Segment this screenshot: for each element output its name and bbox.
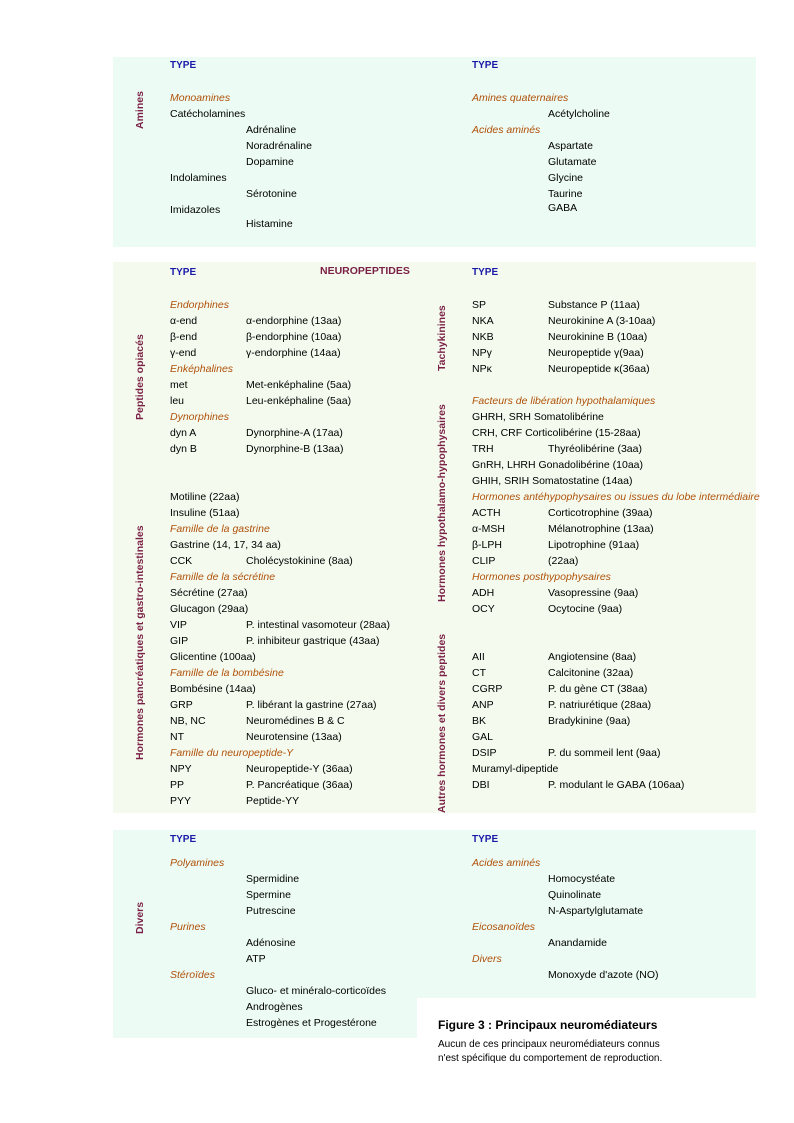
row-name: Substance P (11aa) bbox=[548, 299, 640, 311]
family-label: Famille de la bombésine bbox=[170, 667, 284, 679]
row-abbrev: ADH bbox=[472, 587, 495, 599]
row-name: β-endorphine (10aa) bbox=[246, 331, 342, 343]
row-abbrev: CGRP bbox=[472, 683, 503, 695]
row-name: Corticotrophine (39aa) bbox=[548, 507, 653, 519]
label-hormones-gastro: Hormones pancréatiques et gastro-intestinales bbox=[134, 525, 146, 760]
family-amines-quaternaires: Amines quaternaires bbox=[472, 92, 569, 104]
type-header-left: TYPE bbox=[170, 834, 197, 845]
type-header-right: TYPE bbox=[472, 60, 499, 71]
row-name: Vasopressine (9aa) bbox=[548, 587, 639, 599]
row-abbrev: GHIH, SRIH Somatostatine (14aa) bbox=[472, 475, 633, 487]
estrogenes-progesterone: Estrogènes et Progestérone bbox=[246, 1017, 377, 1029]
label-tachykinines: Tachykinines bbox=[436, 305, 448, 371]
row-name: Calcitonine (32aa) bbox=[548, 667, 634, 679]
row-name: P. modulant le GABA (106aa) bbox=[548, 779, 685, 791]
histamine: Histamine bbox=[246, 218, 293, 230]
row-abbrev: TRH bbox=[472, 443, 494, 455]
row-abbrev: NPY bbox=[170, 763, 192, 775]
row-abbrev: Glucagon (29aa) bbox=[170, 603, 249, 615]
catecholamines: Catécholamines bbox=[170, 108, 246, 120]
row-abbrev: Gastrine (14, 17, 34 aa) bbox=[170, 539, 281, 551]
row-name: Lipotrophine (91aa) bbox=[548, 539, 640, 551]
row-abbrev: dyn B bbox=[170, 443, 197, 455]
row-name: (22aa) bbox=[548, 555, 579, 567]
family-eicosanoides: Eicosanoïdes bbox=[472, 921, 536, 933]
row-abbrev: ACTH bbox=[472, 507, 501, 519]
gaba: GABA bbox=[548, 202, 578, 214]
row-abbrev: GIP bbox=[170, 635, 189, 647]
quinolinate: Quinolinate bbox=[548, 889, 602, 901]
monoxyde-azote: Monoxyde d'azote (NO) bbox=[548, 969, 659, 981]
imidazoles: Imidazoles bbox=[170, 204, 221, 216]
row-abbrev: PP bbox=[170, 779, 185, 791]
row-name: P. Pancréatique (36aa) bbox=[246, 779, 353, 791]
spermine: Spermine bbox=[246, 889, 291, 901]
row-abbrev: leu bbox=[170, 395, 185, 407]
row-abbrev: Glicentine (100aa) bbox=[170, 651, 256, 663]
family-acides-amines: Acides aminés bbox=[472, 124, 541, 136]
family-label: Famille de la sécrétine bbox=[170, 571, 276, 583]
row-abbrev: β-end bbox=[170, 331, 198, 343]
row-abbrev: Muramyl-dipeptide bbox=[472, 763, 559, 775]
family-label: Dynorphines bbox=[170, 411, 229, 423]
row-name: Neuromédines B & C bbox=[246, 715, 345, 727]
spermidine: Spermidine bbox=[246, 873, 300, 885]
family-label: Enképhalines bbox=[170, 363, 234, 375]
type-header-left: TYPE bbox=[170, 267, 197, 278]
row-abbrev: OCY bbox=[472, 603, 495, 615]
family-divers: Divers bbox=[472, 953, 502, 965]
acetylcholine: Acétylcholine bbox=[548, 108, 610, 120]
row-abbrev: CLIP bbox=[472, 555, 496, 567]
row-name: Thyréolibérine (3aa) bbox=[548, 443, 642, 455]
glutamate: Glutamate bbox=[548, 156, 597, 168]
row-abbrev: SP bbox=[472, 299, 487, 311]
row-abbrev: dyn A bbox=[170, 427, 197, 439]
caption-line-1: Aucun de ces principaux neuromédiateurs connus bbox=[438, 1039, 660, 1050]
divers-panel-extension bbox=[113, 985, 417, 1038]
row-abbrev: NKB bbox=[472, 331, 494, 343]
row-name: P. inhibiteur gastrique (43aa) bbox=[246, 635, 380, 647]
row-abbrev: CT bbox=[472, 667, 486, 679]
glycine: Glycine bbox=[548, 172, 584, 184]
row-abbrev: β-LPH bbox=[472, 539, 502, 551]
row-name: Ocytocine (9aa) bbox=[548, 603, 623, 615]
n-aspartylglutamate: N-Aspartylglutamate bbox=[548, 905, 644, 917]
row-name: Neurotensine (13aa) bbox=[246, 731, 342, 743]
row-abbrev: ANP bbox=[472, 699, 494, 711]
row-name: P. natriurétique (28aa) bbox=[548, 699, 652, 711]
aspartate: Aspartate bbox=[548, 140, 593, 152]
row-abbrev: α-MSH bbox=[472, 523, 505, 535]
family-label: Endorphines bbox=[170, 299, 229, 311]
row-abbrev: VIP bbox=[170, 619, 187, 631]
label-autres-hormones: Autres hormones et divers peptides bbox=[436, 633, 448, 813]
type-header-left: TYPE bbox=[170, 60, 197, 71]
gluco-mineralo-corticoides: Gluco- et minéralo-corticoïdes bbox=[246, 985, 387, 997]
row-abbrev: Motiline (22aa) bbox=[170, 491, 240, 503]
type-header-right: TYPE bbox=[472, 834, 499, 845]
row-name: P. du sommeil lent (9aa) bbox=[548, 747, 661, 759]
putrescine: Putrescine bbox=[246, 905, 296, 917]
neuropeptides-panel bbox=[113, 262, 760, 813]
row-name: Neuropeptide γ(9aa) bbox=[548, 347, 644, 359]
row-abbrev: CCK bbox=[170, 555, 193, 567]
atp: ATP bbox=[246, 953, 266, 965]
divers-side-label: Divers bbox=[134, 901, 146, 934]
anandamide: Anandamide bbox=[548, 937, 607, 949]
row-name: Angiotensine (8aa) bbox=[548, 651, 637, 663]
row-name: Neuropeptide-Y (36aa) bbox=[246, 763, 353, 775]
amines-panel bbox=[113, 57, 756, 247]
row-name: P. du gène CT (38aa) bbox=[548, 683, 648, 695]
row-name: γ-endorphine (14aa) bbox=[246, 347, 341, 359]
family-label: Famille de la gastrine bbox=[170, 523, 270, 535]
caption-title: Figure 3 : Principaux neuromédiateurs bbox=[438, 1018, 658, 1032]
row-name: Mélanotrophine (13aa) bbox=[548, 523, 654, 535]
row-abbrev: γ-end bbox=[170, 347, 197, 359]
row-abbrev: Bombésine (14aa) bbox=[170, 683, 256, 695]
row-name: Neurokinine B (10aa) bbox=[548, 331, 648, 343]
androgenes: Androgènes bbox=[246, 1001, 303, 1013]
row-abbrev: PYY bbox=[170, 795, 192, 807]
row-name: Dynorphine-A (17aa) bbox=[246, 427, 343, 439]
adrenaline: Adrénaline bbox=[246, 124, 297, 136]
divers-panel bbox=[113, 830, 756, 998]
row-abbrev: NB, NC bbox=[170, 715, 206, 727]
taurine: Taurine bbox=[548, 188, 583, 200]
homocysteate: Homocystéate bbox=[548, 873, 616, 885]
label-peptides-opiaces: Peptides opiacés bbox=[134, 334, 146, 420]
label-hormones-hypothalamo: Hormones hypothalamo-hypophysaires bbox=[436, 404, 448, 602]
row-abbrev: GHRH, SRH Somatolibérine bbox=[472, 411, 604, 423]
row-abbrev: GAL bbox=[472, 731, 494, 743]
indolamines: Indolamines bbox=[170, 172, 227, 184]
family-label: Hormones posthypophysaires bbox=[472, 571, 611, 583]
dopamine: Dopamine bbox=[246, 156, 294, 168]
family-steroides: Stéroïdes bbox=[170, 969, 215, 981]
noradrenaline: Noradrénaline bbox=[246, 140, 312, 152]
family-label: Famille du neuropeptide-Y bbox=[170, 747, 294, 759]
row-abbrev: NKA bbox=[472, 315, 494, 327]
row-abbrev: met bbox=[170, 379, 188, 391]
amines-side-label: Amines bbox=[134, 91, 146, 129]
row-name: Neurokinine A (3-10aa) bbox=[548, 315, 656, 327]
type-header-right: TYPE bbox=[472, 267, 499, 278]
serotonine: Sérotonine bbox=[246, 188, 297, 200]
row-name: Dynorphine-B (13aa) bbox=[246, 443, 344, 455]
row-abbrev: Sécrétine (27aa) bbox=[170, 587, 248, 599]
row-abbrev: α-end bbox=[170, 315, 198, 327]
row-name: Cholécystokinine (8aa) bbox=[246, 555, 353, 567]
row-abbrev: Insuline (51aa) bbox=[170, 507, 240, 519]
family-monoamines: Monoamines bbox=[170, 92, 231, 104]
row-abbrev: NPγ bbox=[472, 347, 492, 359]
family-label: Facteurs de libération hypothalamiques bbox=[472, 395, 656, 407]
row-abbrev: NPκ bbox=[472, 363, 492, 375]
neuropeptides-title: NEUROPEPTIDES bbox=[320, 265, 410, 277]
row-abbrev: BK bbox=[472, 715, 487, 727]
row-name: Bradykinine (9aa) bbox=[548, 715, 631, 727]
row-abbrev: GnRH, LHRH Gonadolibérine (10aa) bbox=[472, 459, 643, 471]
family-acides-amines: Acides aminés bbox=[472, 857, 541, 869]
row-abbrev: GRP bbox=[170, 699, 193, 711]
row-abbrev: AII bbox=[472, 651, 485, 663]
row-abbrev: DBI bbox=[472, 779, 490, 791]
row-abbrev: CRH, CRF Corticolibérine (15-28aa) bbox=[472, 427, 641, 439]
row-abbrev: NT bbox=[170, 731, 184, 743]
row-name: Peptide-YY bbox=[246, 795, 300, 807]
row-name: Met-enképhaline (5aa) bbox=[246, 379, 352, 391]
family-label: Hormones antéhypophysaires ou issues du lobe intermédiaire bbox=[472, 491, 760, 503]
caption-line-2: n'est spécifique du comportement de reproduction. bbox=[438, 1053, 663, 1064]
family-purines: Purines bbox=[170, 921, 206, 933]
row-name: P. intestinal vasomoteur (28aa) bbox=[246, 619, 390, 631]
row-name: P. libérant la gastrine (27aa) bbox=[246, 699, 377, 711]
row-name: Leu-enképhaline (5aa) bbox=[246, 395, 352, 407]
row-name: Neuropeptide κ(36aa) bbox=[548, 363, 650, 375]
row-name: α-endorphine (13aa) bbox=[246, 315, 342, 327]
figure-caption bbox=[417, 998, 756, 1088]
family-polyamines: Polyamines bbox=[170, 857, 225, 869]
row-abbrev: DSIP bbox=[472, 747, 497, 759]
adenosine: Adénosine bbox=[246, 937, 296, 949]
